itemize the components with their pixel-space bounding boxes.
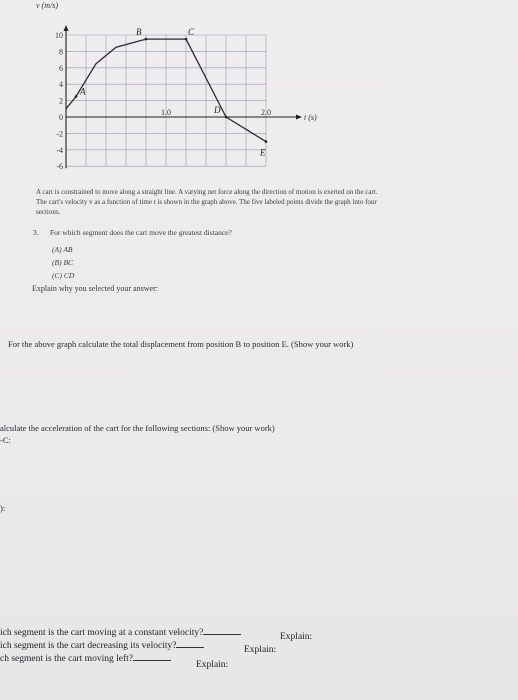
decreasing-velocity-blank[interactable]: [176, 647, 204, 648]
section-c-label: -C:: [0, 435, 11, 445]
y-tick-label: 0: [59, 113, 63, 122]
section-d-label: ):: [0, 503, 6, 513]
displacement-question: For the above graph calculate the total displacement from position B to position E. (Show your work): [8, 339, 354, 349]
point-e-marker: [265, 140, 268, 143]
option-c: (C) CD: [52, 271, 75, 280]
intro-line-2: The cart's velocity v as a function of time t is shown in the graph above. The five labeled points divide the graph into four: [36, 198, 377, 206]
y-tick-label: 10: [55, 31, 63, 40]
point-c-marker: [185, 38, 188, 41]
constant-velocity-explain: Explain:: [280, 632, 313, 642]
intro-line-1: A cart is constrained to move along a straight line. A varying net force along the direction of motion is exerted on the cart.: [36, 188, 378, 196]
question-3-text: For which segment does the cart move the greatest distance?: [50, 228, 232, 237]
point-b-label: B: [136, 27, 142, 38]
point-d-label: D: [214, 105, 221, 115]
x-tick-label: 1.0: [161, 108, 171, 117]
question-3-number: 3.: [33, 228, 39, 237]
moving-left-blank[interactable]: [133, 660, 171, 661]
y-axis-arrow: [64, 25, 69, 31]
point-e-label: E: [260, 147, 266, 158]
y-axis-label: v (m/s): [36, 1, 58, 10]
velocity-time-graph: [0, 0, 320, 185]
x-axis-arrow: [296, 115, 302, 120]
decreasing-velocity-text: ich segment is the cart decreasing its velocity?: [0, 641, 177, 651]
intro-line-3: sections.: [36, 208, 61, 216]
y-tick-label: -6: [56, 162, 63, 172]
moving-left-question: [0, 654, 171, 664]
y-tick-label: 6: [59, 63, 63, 73]
constant-velocity-question: [0, 628, 241, 638]
decreasing-velocity-question: [0, 641, 204, 651]
x-axis-label: t (s): [304, 113, 317, 122]
point-b-marker: [145, 38, 148, 41]
y-tick-label: 4: [59, 80, 63, 90]
point-a-label: A: [80, 86, 86, 97]
point-c-label: C: [188, 27, 195, 38]
explain-prompt: Explain why you selected your answer:: [32, 284, 158, 293]
y-tick-label: -4: [56, 145, 63, 155]
moving-left-explain: Explain:: [196, 660, 229, 670]
constant-velocity-text: ich segment is the cart moving at a constant velocity?: [0, 628, 204, 638]
constant-velocity-blank[interactable]: [203, 634, 241, 635]
acceleration-question: alculate the acceleration of the cart for the following sections: (Show your work): [0, 423, 275, 433]
option-b: (B) BC: [52, 258, 74, 267]
decreasing-velocity-explain: Explain:: [244, 645, 277, 655]
x-tick-label: 2.0: [261, 108, 271, 117]
point-a-marker: [75, 95, 78, 98]
y-tick-label: 8: [59, 47, 63, 57]
y-tick-label: -2: [56, 129, 63, 139]
point-d-marker: [225, 116, 228, 119]
option-a: (A) AB: [52, 245, 73, 254]
y-tick-label: 2: [59, 96, 63, 106]
moving-left-text: ch segment is the cart moving left?: [0, 654, 133, 664]
